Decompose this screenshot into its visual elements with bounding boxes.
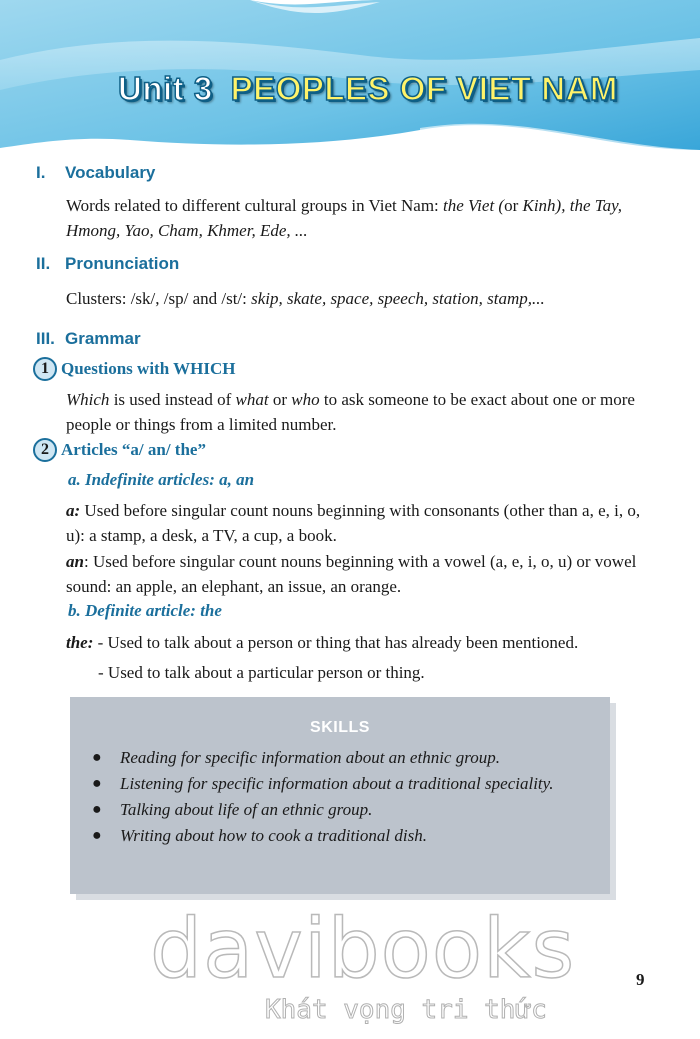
watermark-brand: davibooks bbox=[150, 902, 576, 997]
definite-article-heading: b. Definite article: the bbox=[68, 601, 222, 620]
subheading-which-title: Questions with WHICH bbox=[61, 359, 236, 378]
section-heading-grammar bbox=[36, 329, 141, 349]
section-title: Pronunciation bbox=[65, 254, 180, 273]
pronunciation-text-plain: Clusters: /sk/, /sp/ and /st/: bbox=[66, 289, 252, 308]
article-a-desc: Used before singular count nouns beginning with consonants (other than a, e, i, o, u): a stamp, a desk, a TV, a cup, a book. bbox=[66, 501, 641, 545]
which-term-what: what bbox=[235, 390, 269, 409]
vocabulary-text-plain-2: or bbox=[504, 196, 523, 215]
section-heading-pronunciation bbox=[36, 254, 179, 274]
article-the-desc-1: - Used to talk about a person or thing that has already been mentioned. bbox=[93, 633, 579, 652]
section-title: Grammar bbox=[65, 329, 141, 348]
article-a-label: a: bbox=[66, 501, 81, 520]
vocabulary-text-italic-2: Kinh), the Tay, Hmong, Yao, Cham, Khmer, Ede, ... bbox=[66, 196, 622, 240]
article-an-desc: : Used before singular count nouns beginning with a vowel (a, e, i, o, u) or vowel sound: an apple, an elephant, an issue, an orange. bbox=[66, 552, 637, 596]
vocabulary-text bbox=[66, 193, 656, 243]
skills-item bbox=[92, 771, 602, 797]
bullet-icon: ● bbox=[92, 827, 102, 844]
section-number: II. bbox=[36, 254, 51, 273]
section-heading-vocabulary bbox=[36, 163, 155, 183]
subheading-which bbox=[33, 357, 235, 381]
unit-title bbox=[118, 70, 618, 108]
skills-item bbox=[92, 797, 602, 823]
bullet-icon: ● bbox=[92, 749, 102, 766]
article-an-text bbox=[66, 549, 656, 599]
which-text-3: to ask someone to be exact about one or more people or things from a limited number. bbox=[66, 390, 635, 434]
skills-item-text: Listening for specific information about a traditional speciality. bbox=[120, 774, 554, 793]
article-an-label: an bbox=[66, 552, 84, 571]
article-a-text bbox=[66, 498, 656, 548]
pronunciation-text bbox=[66, 286, 656, 311]
skills-item bbox=[92, 745, 602, 771]
unit-name: PEOPLES OF VIET NAM bbox=[230, 70, 618, 107]
unit-label: Unit 3 bbox=[118, 70, 213, 107]
skills-title: SKILLS bbox=[310, 719, 370, 736]
section-title: Vocabulary bbox=[65, 163, 156, 182]
subheading-articles-title: Articles “a/ an/ the” bbox=[61, 440, 206, 459]
number-badge-1: 1 bbox=[33, 357, 57, 381]
article-the-text-2: - Used to talk about a particular person or thing. bbox=[98, 663, 425, 682]
skills-list bbox=[92, 745, 602, 849]
vocabulary-text-italic: the Viet ( bbox=[443, 196, 505, 215]
which-term-who: who bbox=[291, 390, 320, 409]
section-number: I. bbox=[36, 163, 46, 182]
article-the-text bbox=[66, 630, 656, 655]
bullet-icon: ● bbox=[92, 775, 102, 792]
watermark-slogan: Khát vọng tri thức bbox=[265, 995, 547, 1025]
subheading-articles bbox=[33, 438, 206, 462]
skills-item-text: Talking about life of an ethnic group. bbox=[120, 800, 373, 819]
article-the-label: the: bbox=[66, 633, 94, 652]
skills-item bbox=[92, 823, 602, 849]
which-text-1: is used instead of bbox=[109, 390, 236, 409]
number-badge-2: 2 bbox=[33, 438, 57, 462]
page-number: 9 bbox=[636, 970, 645, 989]
vocabulary-text-plain: Words related to different cultural groups in Viet Nam: bbox=[66, 196, 444, 215]
skills-item-text: Writing about how to cook a traditional dish. bbox=[120, 826, 427, 845]
indefinite-articles-heading: a. Indefinite articles: a, an bbox=[68, 470, 255, 489]
skills-box bbox=[70, 697, 610, 894]
skills-item-text: Reading for specific information about an ethnic group. bbox=[120, 748, 500, 767]
which-text bbox=[66, 387, 656, 437]
which-term: Which bbox=[66, 390, 110, 409]
which-text-2: or bbox=[268, 390, 292, 409]
pronunciation-text-italic: skip, skate, space, speech, station, stamp,... bbox=[251, 289, 545, 308]
section-number: III. bbox=[36, 329, 55, 348]
bullet-icon: ● bbox=[92, 801, 102, 818]
unit-banner bbox=[0, 0, 700, 165]
